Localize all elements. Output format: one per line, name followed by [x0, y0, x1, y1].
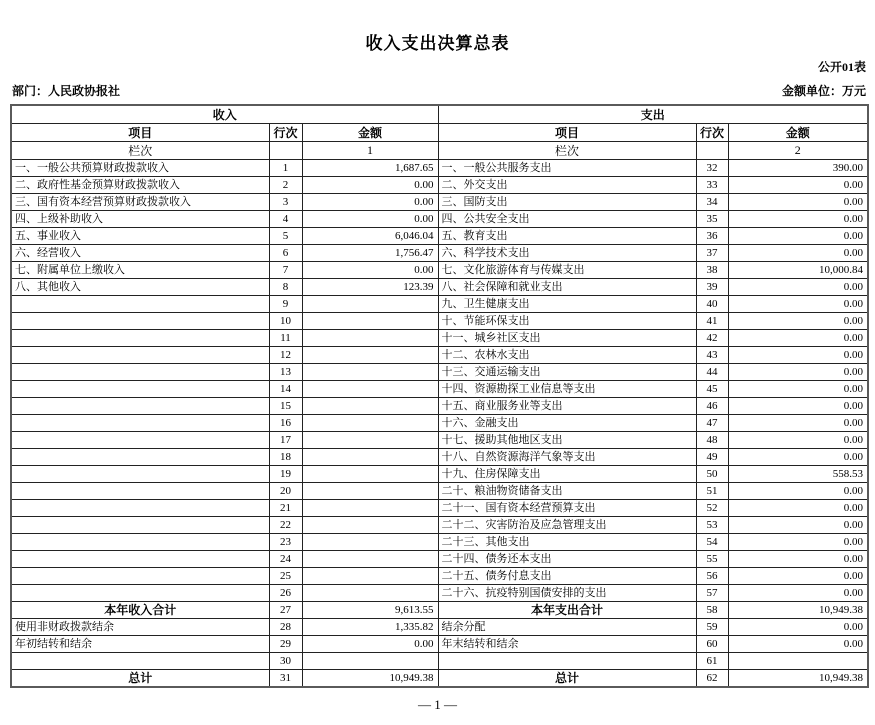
expense-item-cell: 二十二、灾害防治及应急管理支出	[438, 517, 696, 534]
income-line-cell: 15	[269, 398, 302, 415]
income-lanci-line-cell	[269, 142, 302, 160]
expense-item-cell: 结余分配	[438, 619, 696, 636]
income-item-cell: 总计	[11, 670, 269, 688]
expense-amount-cell: 0.00	[728, 347, 868, 364]
income-amount-cell	[302, 534, 438, 551]
income-item-cell: 使用非财政拨款结余	[11, 619, 269, 636]
expense-line-cell: 61	[696, 653, 728, 670]
income-line-cell: 22	[269, 517, 302, 534]
income-line-cell: 18	[269, 449, 302, 466]
expense-line-cell: 44	[696, 364, 728, 381]
income-amount-cell	[302, 347, 438, 364]
expense-line-cell: 45	[696, 381, 728, 398]
expense-item-cell: 二十一、国有资本经营预算支出	[438, 500, 696, 517]
form-code: 公开01表	[817, 60, 866, 74]
expense-section-header: 支出	[438, 105, 868, 124]
expense-line-cell: 57	[696, 585, 728, 602]
table-row	[11, 466, 868, 483]
expense-line-cell: 50	[696, 466, 728, 483]
unit-line	[782, 84, 866, 99]
expense-lanci-label: 栏次	[438, 142, 696, 160]
expense-line-cell: 33	[696, 177, 728, 194]
income-item-cell: 六、经营收入	[11, 245, 269, 262]
department-line	[12, 84, 120, 99]
expense-lanci-line-cell	[696, 142, 728, 160]
expense-item-cell: 二十五、债务付息支出	[438, 568, 696, 585]
expense-amount-cell: 0.00	[728, 619, 868, 636]
income-item-cell	[11, 347, 269, 364]
income-line-cell: 1	[269, 160, 302, 177]
expense-item-cell: 一、一般公共服务支出	[438, 160, 696, 177]
income-line-cell: 5	[269, 228, 302, 245]
expense-amount-cell: 0.00	[728, 483, 868, 500]
table-row	[11, 381, 868, 398]
expense-item-cell: 本年支出合计	[438, 602, 696, 619]
expense-line-cell: 38	[696, 262, 728, 279]
income-item-cell: 五、事业收入	[11, 228, 269, 245]
table-row	[11, 347, 868, 364]
income-line-cell: 14	[269, 381, 302, 398]
expense-col-amount-header: 金额	[728, 124, 868, 142]
income-item-cell	[11, 568, 269, 585]
table-row	[11, 330, 868, 347]
income-amount-cell	[302, 449, 438, 466]
expense-line-cell: 32	[696, 160, 728, 177]
income-col-index: 1	[302, 142, 438, 160]
income-amount-cell: 9,613.55	[302, 602, 438, 619]
expense-item-cell: 二十六、抗疫特别国债安排的支出	[438, 585, 696, 602]
decision-summary-table	[10, 104, 869, 688]
column-header-row	[11, 124, 868, 142]
income-amount-cell	[302, 517, 438, 534]
table-row	[11, 653, 868, 670]
income-amount-cell	[302, 568, 438, 585]
table-row	[11, 160, 868, 177]
income-amount-cell: 10,949.38	[302, 670, 438, 688]
expense-line-cell: 41	[696, 313, 728, 330]
table-row	[11, 296, 868, 313]
table-row	[11, 500, 868, 517]
income-item-cell	[11, 517, 269, 534]
table-row	[11, 432, 868, 449]
table-row	[11, 449, 868, 466]
income-line-cell: 7	[269, 262, 302, 279]
expense-amount-cell: 0.00	[728, 194, 868, 211]
expense-amount-cell: 0.00	[728, 517, 868, 534]
expense-line-cell: 48	[696, 432, 728, 449]
income-amount-cell	[302, 483, 438, 500]
expense-amount-cell: 0.00	[728, 568, 868, 585]
income-line-cell: 20	[269, 483, 302, 500]
income-line-cell: 29	[269, 636, 302, 653]
income-amount-cell	[302, 653, 438, 670]
income-item-cell: 四、上级补助收入	[11, 211, 269, 228]
expense-item-cell: 二、外交支出	[438, 177, 696, 194]
expense-amount-cell: 0.00	[728, 449, 868, 466]
table-row	[11, 245, 868, 262]
income-section-header: 收入	[11, 105, 438, 124]
income-amount-cell	[302, 585, 438, 602]
income-line-cell: 2	[269, 177, 302, 194]
income-item-cell	[11, 364, 269, 381]
income-item-cell	[11, 585, 269, 602]
expense-amount-cell: 0.00	[728, 415, 868, 432]
table-row	[11, 177, 868, 194]
expense-line-cell: 37	[696, 245, 728, 262]
expense-amount-cell: 0.00	[728, 534, 868, 551]
expense-item-cell: 总计	[438, 670, 696, 688]
income-item-cell	[11, 466, 269, 483]
table-row	[11, 211, 868, 228]
expense-amount-cell: 10,000.84	[728, 262, 868, 279]
expense-col-line-header: 行次	[696, 124, 728, 142]
income-item-cell	[11, 551, 269, 568]
expense-item-cell: 年末结转和结余	[438, 636, 696, 653]
expense-item-cell: 十五、商业服务业等支出	[438, 398, 696, 415]
expense-line-cell: 36	[696, 228, 728, 245]
department-label: 部门：	[12, 84, 49, 98]
expense-amount-cell: 0.00	[728, 364, 868, 381]
income-line-cell: 13	[269, 364, 302, 381]
expense-item-cell: 十一、城乡社区支出	[438, 330, 696, 347]
table-body	[11, 142, 868, 688]
expense-col-item-header: 项目	[438, 124, 696, 142]
income-line-cell: 30	[269, 653, 302, 670]
expense-item-cell: 四、公共安全支出	[438, 211, 696, 228]
table-row	[11, 602, 868, 619]
income-line-cell: 16	[269, 415, 302, 432]
income-amount-cell: 0.00	[302, 177, 438, 194]
income-line-cell: 26	[269, 585, 302, 602]
expense-amount-cell: 10,949.38	[728, 670, 868, 688]
expense-col-index: 2	[728, 142, 868, 160]
table-row	[11, 534, 868, 551]
income-line-cell: 19	[269, 466, 302, 483]
income-item-cell: 一、一般公共预算财政拨款收入	[11, 160, 269, 177]
income-item-cell: 八、其他收入	[11, 279, 269, 296]
income-item-cell	[11, 415, 269, 432]
expense-line-cell: 59	[696, 619, 728, 636]
income-amount-cell: 1,687.65	[302, 160, 438, 177]
income-amount-cell: 1,756.47	[302, 245, 438, 262]
income-amount-cell	[302, 313, 438, 330]
income-col-amount-header: 金额	[302, 124, 438, 142]
income-line-cell: 21	[269, 500, 302, 517]
expense-amount-cell: 10,949.38	[728, 602, 868, 619]
table-row	[11, 585, 868, 602]
income-line-cell: 10	[269, 313, 302, 330]
table-row	[11, 619, 868, 636]
income-line-cell: 6	[269, 245, 302, 262]
expense-item-cell: 九、卫生健康支出	[438, 296, 696, 313]
expense-item-cell: 五、教育支出	[438, 228, 696, 245]
expense-line-cell: 62	[696, 670, 728, 688]
expense-amount-cell: 0.00	[728, 636, 868, 653]
expense-amount-cell: 0.00	[728, 330, 868, 347]
income-amount-cell	[302, 330, 438, 347]
income-item-cell	[11, 381, 269, 398]
department-name: 人民政协报社	[48, 84, 121, 98]
income-col-item-header: 项目	[11, 124, 269, 142]
income-amount-cell	[302, 432, 438, 449]
income-amount-cell: 1,335.82	[302, 619, 438, 636]
income-amount-cell	[302, 381, 438, 398]
expense-line-cell: 35	[696, 211, 728, 228]
expense-line-cell: 42	[696, 330, 728, 347]
table-row	[11, 551, 868, 568]
expense-item-cell: 十、节能环保支出	[438, 313, 696, 330]
expense-item-cell: 十八、自然资源海洋气象等支出	[438, 449, 696, 466]
income-item-cell	[11, 330, 269, 347]
expense-line-cell: 56	[696, 568, 728, 585]
income-amount-cell	[302, 466, 438, 483]
income-item-cell	[11, 500, 269, 517]
income-amount-cell	[302, 364, 438, 381]
expense-line-cell: 52	[696, 500, 728, 517]
expense-amount-cell: 390.00	[728, 160, 868, 177]
expense-item-cell: 六、科学技术支出	[438, 245, 696, 262]
income-item-cell	[11, 653, 269, 670]
table-row	[11, 228, 868, 245]
income-item-cell	[11, 534, 269, 551]
income-amount-cell	[302, 296, 438, 313]
income-col-line-header: 行次	[269, 124, 302, 142]
unit-value: 万元	[841, 84, 866, 98]
expense-line-cell: 55	[696, 551, 728, 568]
income-item-cell	[11, 296, 269, 313]
page-title: 收入支出决算总表	[365, 34, 510, 53]
income-lanci-label: 栏次	[11, 142, 269, 160]
income-item-cell	[11, 313, 269, 330]
table-row	[11, 636, 868, 653]
expense-item-cell: 七、文化旅游体育与传媒支出	[438, 262, 696, 279]
unit-label: 金额单位：	[781, 84, 842, 98]
table-row	[11, 670, 868, 688]
income-line-cell: 27	[269, 602, 302, 619]
income-amount-cell: 0.00	[302, 194, 438, 211]
expense-amount-cell: 0.00	[728, 245, 868, 262]
income-item-cell: 三、国有资本经营预算财政拨款收入	[11, 194, 269, 211]
expense-amount-cell: 0.00	[728, 398, 868, 415]
page-number: — 1 —	[418, 697, 457, 712]
income-amount-cell	[302, 500, 438, 517]
income-amount-cell	[302, 415, 438, 432]
income-item-cell	[11, 449, 269, 466]
expense-line-cell: 51	[696, 483, 728, 500]
income-item-cell: 年初结转和结余	[11, 636, 269, 653]
expense-line-cell: 39	[696, 279, 728, 296]
income-amount-cell: 123.39	[302, 279, 438, 296]
expense-item-cell: 二十、粮油物资储备支出	[438, 483, 696, 500]
income-item-cell: 本年收入合计	[11, 602, 269, 619]
income-line-cell: 28	[269, 619, 302, 636]
expense-line-cell: 60	[696, 636, 728, 653]
income-amount-cell: 6,046.04	[302, 228, 438, 245]
table-row	[11, 568, 868, 585]
expense-line-cell: 34	[696, 194, 728, 211]
income-item-cell: 二、政府性基金预算财政拨款收入	[11, 177, 269, 194]
income-line-cell: 31	[269, 670, 302, 688]
expense-amount-cell: 0.00	[728, 228, 868, 245]
expense-item-cell: 十二、农林水支出	[438, 347, 696, 364]
income-line-cell: 9	[269, 296, 302, 313]
expense-item-cell	[438, 653, 696, 670]
expense-amount-cell: 0.00	[728, 551, 868, 568]
expense-amount-cell: 0.00	[728, 432, 868, 449]
income-line-cell: 24	[269, 551, 302, 568]
expense-amount-cell	[728, 653, 868, 670]
table-row	[11, 398, 868, 415]
table-row	[11, 313, 868, 330]
expense-amount-cell: 0.00	[728, 279, 868, 296]
income-line-cell: 8	[269, 279, 302, 296]
expense-amount-cell: 0.00	[728, 296, 868, 313]
income-amount-cell: 0.00	[302, 636, 438, 653]
income-line-cell: 11	[269, 330, 302, 347]
expense-line-cell: 54	[696, 534, 728, 551]
table-row	[11, 483, 868, 500]
table-row	[11, 262, 868, 279]
expense-item-cell: 二十三、其他支出	[438, 534, 696, 551]
income-line-cell: 25	[269, 568, 302, 585]
table-row	[11, 364, 868, 381]
lanci-row	[11, 142, 868, 160]
expense-amount-cell: 0.00	[728, 381, 868, 398]
expense-line-cell: 46	[696, 398, 728, 415]
income-amount-cell	[302, 551, 438, 568]
expense-amount-cell: 0.00	[728, 313, 868, 330]
expense-line-cell: 47	[696, 415, 728, 432]
meta-row	[0, 84, 875, 99]
expense-item-cell: 三、国防支出	[438, 194, 696, 211]
expense-line-cell: 53	[696, 517, 728, 534]
income-item-cell	[11, 483, 269, 500]
expense-amount-cell: 0.00	[728, 177, 868, 194]
expense-line-cell: 40	[696, 296, 728, 313]
expense-line-cell: 58	[696, 602, 728, 619]
income-amount-cell: 0.00	[302, 262, 438, 279]
expense-item-cell: 十七、援助其他地区支出	[438, 432, 696, 449]
expense-amount-cell: 558.53	[728, 466, 868, 483]
expense-item-cell: 二十四、债务还本支出	[438, 551, 696, 568]
expense-amount-cell: 0.00	[728, 585, 868, 602]
expense-item-cell: 十九、住房保障支出	[438, 466, 696, 483]
expense-line-cell: 43	[696, 347, 728, 364]
expense-item-cell: 八、社会保障和就业支出	[438, 279, 696, 296]
income-item-cell	[11, 398, 269, 415]
table-row	[11, 415, 868, 432]
expense-amount-cell: 0.00	[728, 500, 868, 517]
income-line-cell: 3	[269, 194, 302, 211]
income-line-cell: 12	[269, 347, 302, 364]
expense-amount-cell: 0.00	[728, 211, 868, 228]
income-line-cell: 17	[269, 432, 302, 449]
income-item-cell	[11, 432, 269, 449]
expense-item-cell: 十三、交通运输支出	[438, 364, 696, 381]
income-line-cell: 23	[269, 534, 302, 551]
expense-item-cell: 十四、资源勘探工业信息等支出	[438, 381, 696, 398]
expense-item-cell: 十六、金融支出	[438, 415, 696, 432]
income-line-cell: 4	[269, 211, 302, 228]
income-amount-cell: 0.00	[302, 211, 438, 228]
income-amount-cell	[302, 398, 438, 415]
table-row	[11, 517, 868, 534]
section-header-row	[11, 105, 868, 124]
table-row	[11, 279, 868, 296]
table-row	[11, 194, 868, 211]
expense-line-cell: 49	[696, 449, 728, 466]
income-item-cell: 七、附属单位上缴收入	[11, 262, 269, 279]
